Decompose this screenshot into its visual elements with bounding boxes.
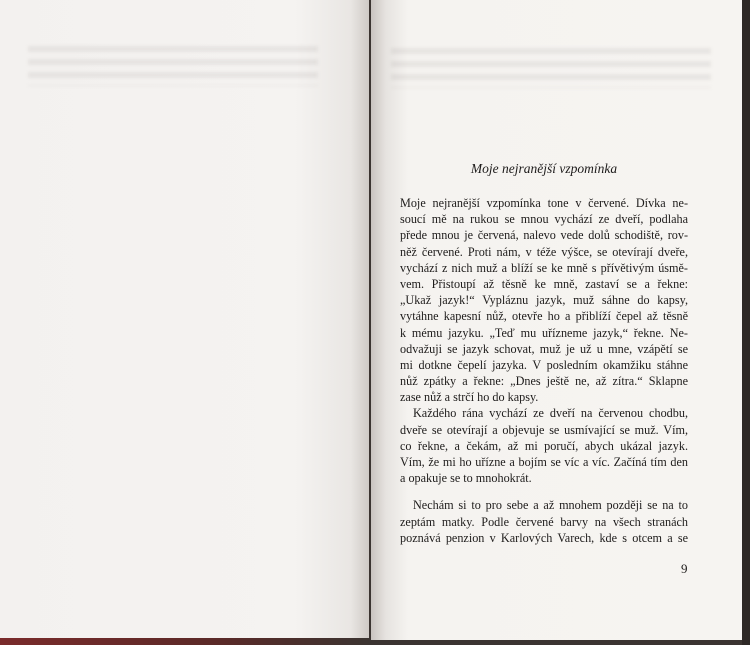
paragraph-3 <box>400 497 688 546</box>
text-line: „Ukaž jazyk!“ Vypláznu jazyk, muž sáhne do kapsy, <box>400 293 688 308</box>
text-line: přede mnou je červená, nalevo vede dolů schodiště, rov- <box>400 228 688 243</box>
page-right-edge <box>742 0 750 645</box>
text-line: k mému jazyku. „Teď mu uřízneme jazyk,“ řekne. Ne- <box>400 325 688 340</box>
text-line: soucí mě na rukou se mnou vychází ze dveří, podlaha <box>400 212 688 227</box>
text-line: zeptám matky. Podle červené barvy na všech stranách <box>400 514 688 529</box>
paragraph-1 <box>400 195 688 405</box>
text-line: Každého rána vychází ze dveří na červenou chodbu, <box>413 406 688 421</box>
text-line: zase nůž a strčí ho do kapsy. <box>400 390 539 405</box>
bleed-through-shadow <box>28 46 318 86</box>
text-line: něž červené. Proti nám, v téže výšce, se otevírají dveře, <box>400 244 688 259</box>
text-line: Nechám si to pro sebe a až mnohem později se na to <box>413 498 688 513</box>
text-line: vytáhne kapesní nůž, otevře ho a přiblíží čepel až těsně <box>400 309 688 324</box>
page-number: 9 <box>681 561 688 576</box>
right-page <box>371 0 742 640</box>
page-bottom-edge <box>0 638 369 645</box>
text-line: mi dotkne čepelí jazyka. V posledním okamžiku stáhne <box>400 357 688 372</box>
text-line: vychází z nich muž a blíží se ke mně s přívětivým úsmě- <box>400 260 688 275</box>
text-line: co řekne, a čekám, až mi poručí, abych ukázal jazyk. <box>400 438 688 453</box>
body-text <box>400 195 688 546</box>
text-line: Vím, že mi ho uřízne a bojím se víc a víc. Začíná tím den <box>400 455 688 469</box>
text-line: a opakuje se to mnohokrát. <box>400 471 532 486</box>
text-line: dveře se otevírají a objevuje se usmívající se muž. Vím, <box>400 422 688 437</box>
text-line: poznává penzion v Karlových Varech, kde s otcem a se <box>400 530 688 545</box>
text-line: vem. Přistoupí až těsně ke mně, zastaví se a řekne: <box>400 276 688 291</box>
bleed-through-shadow <box>391 48 711 88</box>
chapter-title: Moje nejranější vzpomínka <box>470 161 618 176</box>
left-page <box>0 0 369 638</box>
paragraph-2 <box>400 405 688 486</box>
text-line: odvažuji se jazyk schovat, muž je už u mne, vzápětí se <box>400 341 688 356</box>
text-line: nůž zpátky a řekne: „Dnes ještě ne, až zítra.“ Sklapne <box>400 374 688 389</box>
text-line: Moje nejranější vzpomínka tone v červené. Dívka ne- <box>400 196 688 210</box>
